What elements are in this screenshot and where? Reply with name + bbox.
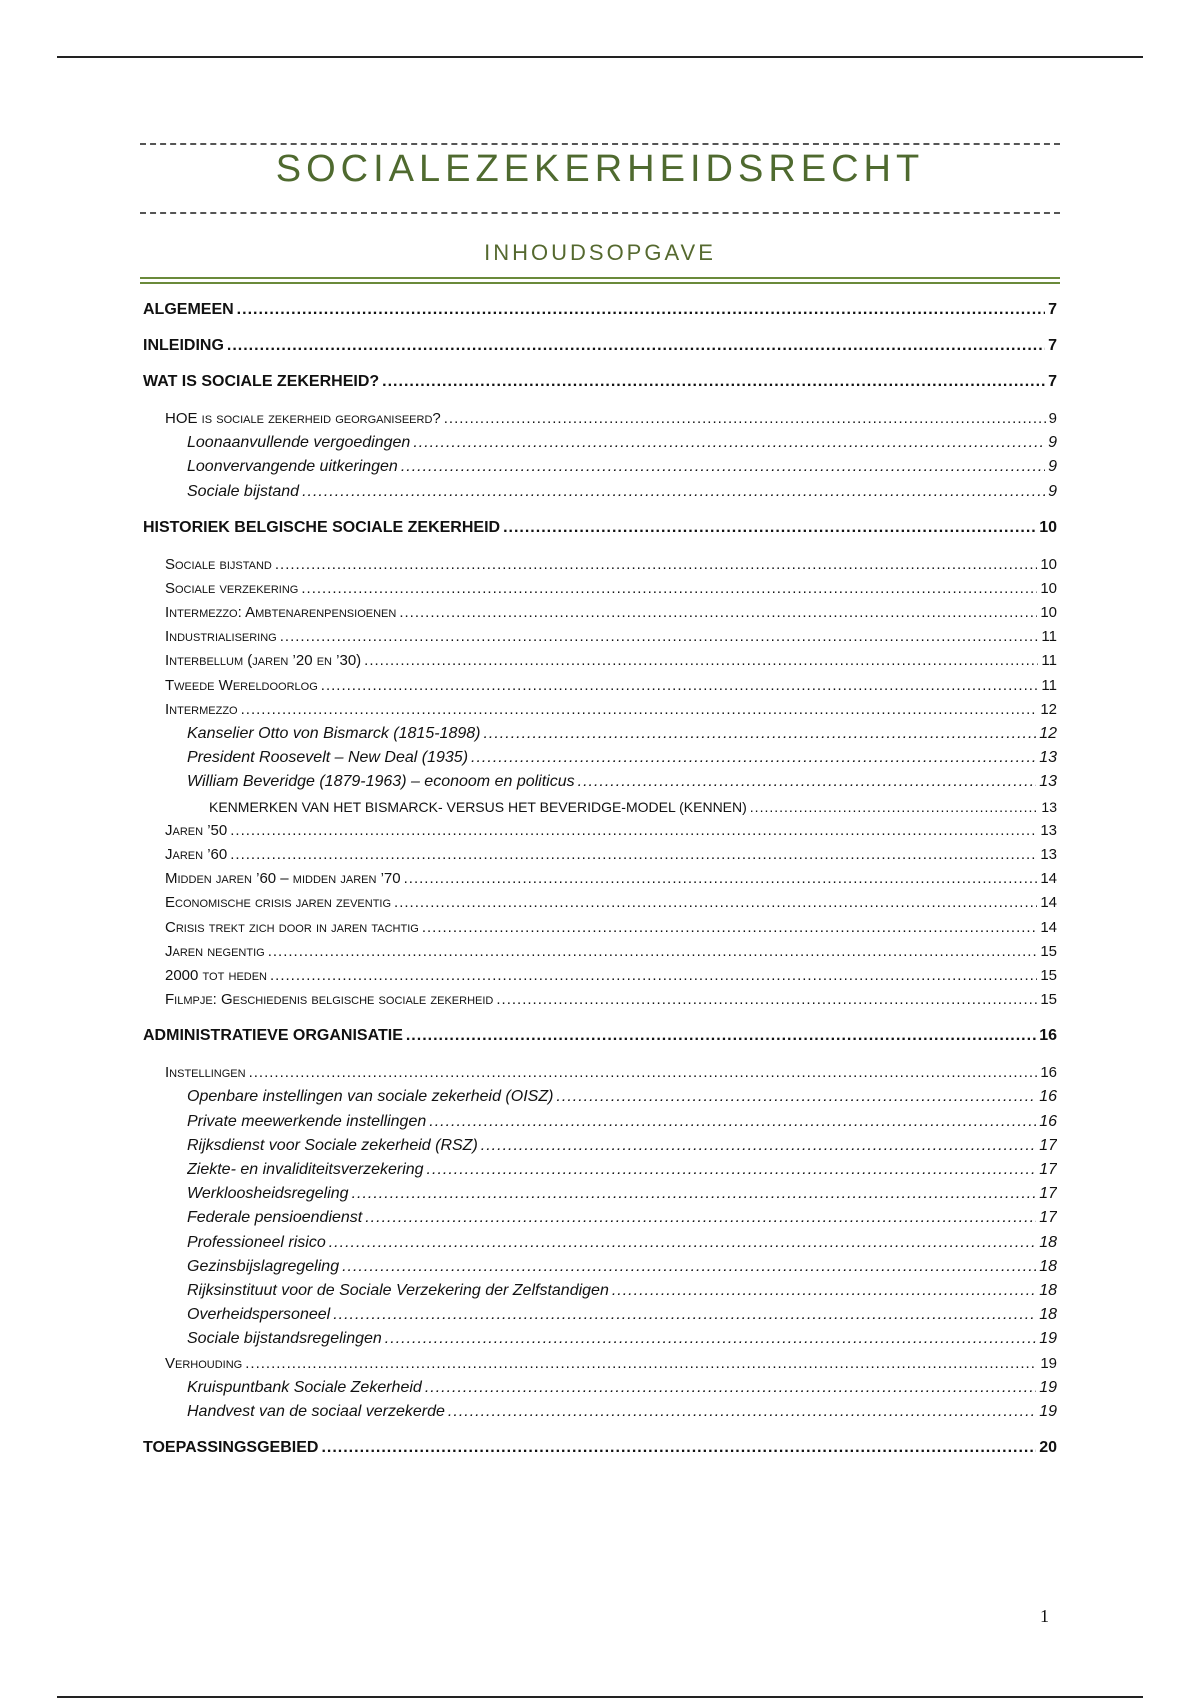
toc-entry-level-2[interactable] [165,918,1057,938]
toc-entry-level-3[interactable] [187,1087,1057,1107]
toc-entry-level-3[interactable] [187,748,1057,768]
toc-dot-leader [364,651,1038,671]
toc-entry-level-1[interactable] [143,518,1057,538]
toc-entry-level-2[interactable] [165,651,1057,671]
toc-dot-leader [425,1378,1036,1398]
toc-entry-label: Instellingen [165,1064,246,1081]
toc-entry-label: KENMERKEN VAN HET BISMARCK- VERSUS HET BEVERIDGE-MODEL (KENNEN) [209,799,747,815]
toc-entry-page: 11 [1041,628,1057,645]
toc-dot-leader [496,990,1037,1010]
toc-dot-leader [301,579,1037,599]
toc-entry-label: Professioneel risico [187,1234,326,1251]
toc-entry-level-3[interactable] [187,1257,1057,1277]
toc-dot-leader [483,724,1036,744]
toc-entry-level-3[interactable] [187,1233,1057,1253]
toc-dot-leader [245,1354,1037,1374]
toc-entry-label: William Beveridge (1879-1963) – econoom en politicus [187,773,575,790]
toc-entry-label: Intermezzo: Ambtenarenpensioenen [165,604,397,621]
toc-entry-page: 9 [1048,410,1057,427]
toc-entry-page: 17 [1039,1161,1057,1178]
toc-entry-page: 13 [1039,749,1057,766]
toc-entry-page: 18 [1039,1306,1057,1323]
toc-entry-page: 15 [1040,943,1057,960]
toc-dot-leader [556,1087,1036,1107]
toc-dot-leader [427,1160,1037,1180]
toc-entry-label: Interbellum (jaren ’20 en ’30) [165,652,362,669]
toc-entry-page: 10 [1039,519,1057,536]
toc-entry-page: 14 [1040,870,1057,887]
toc-entry-level-3[interactable] [187,1281,1057,1301]
toc-entry-page: 13 [1040,822,1057,839]
toc-entry-page: 13 [1039,773,1057,790]
toc-dot-leader [321,676,1039,696]
toc-entry-page: 15 [1040,991,1057,1008]
toc-entry-label: Industrialisering [165,628,277,645]
header-rule [57,56,1143,58]
toc-entry-label: HOE is sociale zekerheid georganiseerd? [165,410,441,427]
toc-dot-leader [230,821,1037,841]
toc-entry-level-1[interactable] [143,1026,1057,1046]
toc-entry-label: Kanselier Otto von Bismarck (1815-1898) [187,725,481,742]
toc-entry-level-3[interactable] [187,1402,1057,1422]
toc-dot-leader [406,1026,1036,1046]
toc-entry-level-4[interactable] [209,797,1057,817]
toc-dot-leader [401,457,1045,477]
title-dashed-rule-bottom [140,212,1060,214]
toc-entry-label: Crisis trekt zich door in jaren tachtig [165,919,419,936]
toc-entry-level-2[interactable] [165,845,1057,865]
toc-dot-leader [382,372,1045,392]
toc-entry-level-3[interactable] [187,433,1057,453]
toc-entry-level-2[interactable] [165,676,1057,696]
toc-entry-label: Filmpje: Geschiedenis belgische sociale zekerheid [165,991,494,1008]
toc-entry-page: 12 [1039,725,1057,742]
toc-dot-leader [404,869,1038,889]
toc-entry-page: 7 [1048,373,1057,390]
toc-entry-level-3[interactable] [187,1329,1057,1349]
toc-entry-level-3[interactable] [187,1378,1057,1398]
toc-dot-leader [750,797,1039,817]
toc-entry-page: 16 [1039,1027,1057,1044]
toc-entry-level-1[interactable] [143,1438,1057,1458]
toc-entry-page: 18 [1039,1258,1057,1275]
toc-entry-level-2[interactable] [165,1063,1057,1083]
toc-entry-level-3[interactable] [187,1112,1057,1132]
toc-entry-page: 14 [1040,919,1057,936]
toc-entry-label: Loonaanvullende vergoedingen [187,434,411,451]
toc-entry-level-2[interactable] [165,893,1057,913]
toc-entry-level-2[interactable] [165,555,1057,575]
toc-entry-page: 16 [1039,1113,1057,1130]
toc-entry-page: 10 [1040,556,1057,573]
toc-dot-leader [448,1402,1036,1422]
toc-entry-label: Jaren ’60 [165,846,228,863]
toc-entry-label: 2000 tot heden [165,967,268,984]
toc-entry-page: 18 [1039,1234,1057,1251]
toc-entry-page: 9 [1048,458,1057,475]
toc-dot-leader [365,1208,1036,1228]
toc-entry-page: 15 [1040,967,1057,984]
toc-entry-level-2[interactable] [165,700,1057,720]
toc-entry-page: 14 [1040,894,1057,911]
toc-entry-level-1[interactable] [143,336,1057,356]
toc-entry-page: 19 [1039,1403,1057,1420]
toc-entry-level-2[interactable] [165,821,1057,841]
toc-entry-label: Jaren negentig [165,943,265,960]
toc-entry-level-2[interactable] [165,869,1057,889]
toc-entry-label: Private meewerkende instellingen [187,1113,427,1130]
toc-entry-label: Kruispuntbank Sociale Zekerheid [187,1379,422,1396]
toc-dot-leader [394,893,1037,913]
toc-entry-page: 12 [1040,701,1057,718]
toc-entry-label: TOEPASSINGSGEBIED [143,1439,319,1456]
toc-entry-page: 16 [1040,1064,1057,1081]
toc-dot-leader [280,627,1039,647]
toc-dot-leader [444,409,1046,429]
title-dashed-rule-top [140,143,1060,145]
toc-entry-page: 11 [1041,677,1057,694]
toc-entry-label: Loonvervangende uitkeringen [187,458,398,475]
toc-entry-page: 16 [1039,1088,1057,1105]
toc-entry-label: President Roosevelt – New Deal (1935) [187,749,469,766]
toc-entry-level-3[interactable] [187,1184,1057,1204]
toc-dot-leader [241,700,1038,720]
toc-entry-page: 17 [1039,1209,1057,1226]
toc-entry-page: 17 [1039,1137,1057,1154]
toc-entry-level-3[interactable] [187,772,1057,792]
toc-entry-page: 18 [1039,1282,1057,1299]
toc-dot-leader [612,1281,1036,1301]
toc-entry-page: 13 [1041,799,1057,815]
toc-dot-leader [329,1233,1036,1253]
toc-entry-level-2[interactable] [165,603,1057,623]
toc-heading: INHOUDSOPGAVE [484,240,716,265]
toc-entry-level-3[interactable] [187,1136,1057,1156]
toc-dot-leader [302,482,1045,502]
toc-entry-page: 9 [1048,483,1057,500]
toc-entry-label: HISTORIEK BELGISCHE SOCIALE ZEKERHEID [143,519,501,536]
toc-dot-leader [503,518,1036,538]
heading-underline-thin [140,282,1060,284]
toc-entry-label: Werkloosheidsregeling [187,1185,349,1202]
toc-entry-label: Intermezzo [165,701,238,718]
toc-entry-level-2[interactable] [165,966,1057,986]
toc-entry-page: 17 [1039,1185,1057,1202]
toc-entry-page: 19 [1039,1330,1057,1347]
toc-dot-leader [429,1112,1036,1132]
toc-dot-leader [268,942,1038,962]
toc-entry-level-3[interactable] [187,1305,1057,1325]
toc-entry-level-2[interactable] [165,990,1057,1010]
toc-dot-leader [249,1063,1038,1083]
toc-entry-label: INLEIDING [143,337,224,354]
heading-underline [140,277,1060,279]
toc-entry-level-2[interactable] [165,942,1057,962]
toc-entry-label: Rijksdienst voor Sociale zekerheid (RSZ) [187,1137,478,1154]
toc-dot-leader [270,966,1037,986]
toc-dot-leader [342,1257,1036,1277]
toc-entry-level-3[interactable] [187,1208,1057,1228]
toc-entry-label: Federale pensioendienst [187,1209,363,1226]
toc-entry-page: 11 [1041,652,1057,669]
toc-dot-leader [237,300,1045,320]
toc-entry-page: 19 [1040,1355,1057,1372]
toc-entry-label: ADMINISTRATIEVE ORGANISATIE [143,1027,403,1044]
toc-entry-label: Rijksinstituut voor de Sociale Verzekering der Zelfstandigen [187,1282,609,1299]
toc-dot-leader [481,1136,1036,1156]
toc-entry-level-3[interactable] [187,482,1057,502]
document-title: SOCIALEZEKERHEIDSRECHT [275,148,925,190]
toc-dot-leader [333,1305,1036,1325]
toc-entry-label: Economische crisis jaren zeventig [165,894,392,911]
toc-entry-level-1[interactable] [143,372,1057,392]
toc-entry-page: 13 [1040,846,1057,863]
toc-entry-level-2[interactable] [165,627,1057,647]
toc-entry-label: Overheidspersoneel [187,1306,331,1323]
toc-entry-page: 10 [1040,604,1057,621]
toc-dot-leader [578,772,1037,792]
toc-entry-label: Ziekte- en invaliditeitsverzekering [187,1161,424,1178]
toc-entry-label: Sociale bijstandsregelingen [187,1330,382,1347]
toc-dot-leader [399,603,1037,623]
footer-rule [57,1696,1143,1698]
toc-entry-page: 20 [1039,1439,1057,1456]
toc-entry-level-3[interactable] [187,1160,1057,1180]
toc-entry-page: 7 [1048,301,1057,318]
toc-entry-label: Tweede Wereldoorlog [165,677,318,694]
toc-entry-label: Sociale bijstand [165,556,272,573]
toc-entry-level-2[interactable] [165,409,1057,429]
toc-entry-level-1[interactable] [143,300,1057,320]
toc-entry-label: Verhouding [165,1355,243,1372]
toc-dot-leader [275,555,1037,575]
toc-entry-label: ALGEMEEN [143,301,234,318]
toc-entry-label: Sociale verzekering [165,580,299,597]
toc-entry-label: Midden jaren ’60 – midden jaren ’70 [165,870,401,887]
toc-entry-label: Gezinsbijslagregeling [187,1258,340,1275]
toc-entry-level-3[interactable] [187,457,1057,477]
toc-dot-leader [230,845,1037,865]
toc-entry-label: Sociale bijstand [187,483,300,500]
toc-dot-leader [422,918,1038,938]
toc-entry-label: Jaren ’50 [165,822,228,839]
toc-dot-leader [471,748,1036,768]
toc-dot-leader [352,1184,1037,1204]
page-number: 1 [1040,1606,1049,1626]
toc-entry-page: 19 [1039,1379,1057,1396]
toc-dot-leader [227,336,1045,356]
toc-entry-page: 10 [1040,580,1057,597]
toc-dot-leader [321,1438,1036,1458]
toc-entry-page: 9 [1048,434,1057,451]
toc-entry-label: Openbare instellingen van sociale zekerheid (OISZ) [187,1088,554,1105]
toc-entry-page: 7 [1048,337,1057,354]
toc-dot-leader [385,1329,1036,1349]
toc-entry-label: WAT IS SOCIALE ZEKERHEID? [143,373,380,390]
toc-entry-level-3[interactable] [187,724,1057,744]
toc-entry-level-2[interactable] [165,579,1057,599]
toc-entry-level-2[interactable] [165,1354,1057,1374]
toc-dot-leader [413,433,1045,453]
toc-entry-label: Handvest van de sociaal verzekerde [187,1403,445,1420]
